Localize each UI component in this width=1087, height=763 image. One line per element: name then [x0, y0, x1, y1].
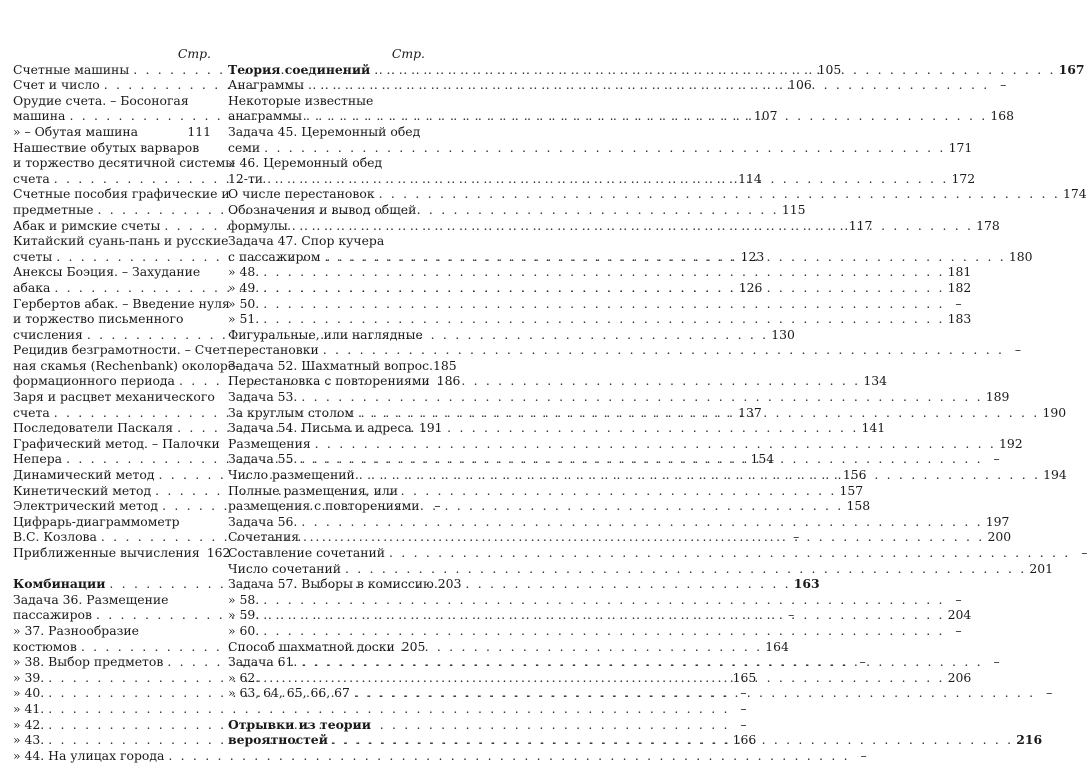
toc-entry-title: » 40. — [13, 685, 45, 701]
toc-section-heading — [228, 717, 425, 733]
leader-dots — [301, 654, 982, 670]
toc-entry-title: Задача 47. Спор кучера — [228, 233, 385, 249]
toc-entry — [228, 155, 425, 171]
toc-entry-page: – — [793, 529, 800, 545]
toc-entry-page: – — [740, 716, 747, 732]
toc-entry-page: 115 — [781, 201, 806, 217]
page-column-header-label: Стр. — [177, 46, 211, 61]
leader-dots — [389, 545, 1070, 561]
toc-entry-page: 178 — [976, 217, 1000, 233]
toc-entry — [228, 639, 425, 655]
toc-entry — [13, 93, 211, 109]
toc-entry-page: 114 — [738, 170, 762, 186]
toc-entry — [13, 342, 231, 358]
toc-entry-title: » 59. — [228, 607, 260, 623]
leader-dots — [354, 685, 1035, 701]
toc-entry-title: перестановки — [228, 342, 319, 358]
leader-dots — [359, 467, 1040, 483]
page-column-header — [228, 46, 425, 62]
leader-dots — [263, 623, 944, 639]
leader-dots — [263, 592, 944, 608]
toc-entry-title: Число сочетаний — [228, 560, 341, 576]
toc-entry-title: формулы — [228, 217, 288, 233]
toc-entry-title: костюмов — [13, 638, 77, 654]
leader-dots — [263, 311, 944, 327]
toc-entry-title: Орудие счета. – Босоногая — [13, 92, 189, 108]
leader-dots — [263, 670, 944, 686]
toc-entry-title: Отрывки из теории — [228, 716, 371, 732]
toc-entry — [13, 700, 747, 717]
toc-entry — [13, 264, 211, 280]
toc-entry-title: » 62. — [228, 669, 260, 685]
toc-entry — [13, 435, 220, 452]
toc-entry — [228, 498, 441, 514]
toc-entry-title: Приближенные вычисления — [13, 545, 200, 560]
toc-entry-page: 165 — [732, 669, 757, 685]
toc-entry — [228, 622, 962, 639]
toc-entry-title: » 58. — [228, 591, 260, 607]
toc-entry-title: Задача 57. Выборы в комиссию. — [228, 576, 438, 592]
leader-dots — [301, 389, 982, 405]
toc-entry-title: Абак и римские счеты — [13, 217, 161, 233]
toc-entry-title: Комбинации — [13, 576, 106, 592]
toc-entry-title: анаграммы — [228, 108, 302, 124]
toc-entry-title: Составление сочетаний — [228, 545, 386, 560]
toc-entry-title: » 51. — [228, 311, 260, 327]
leader-dots — [267, 171, 948, 187]
toc-entry-page: 172 — [951, 170, 976, 186]
leader-dots — [263, 280, 944, 296]
toc-entry — [228, 435, 1023, 452]
toc-entry-title: абака — [13, 279, 51, 295]
leader-dots — [264, 140, 945, 156]
leader-dots — [315, 436, 996, 452]
toc-entry-title: О числе перестановок — [228, 186, 375, 202]
toc-entry-page: 205 — [401, 638, 426, 654]
toc-entry — [228, 264, 972, 280]
toc-entry-page: – — [993, 451, 1000, 467]
leader-dots — [87, 327, 768, 343]
toc-entry-page: 197 — [985, 513, 1010, 529]
toc-entry-title: Задача 61. — [228, 654, 298, 670]
toc-entry — [13, 295, 230, 312]
toc-entry-page: 206 — [947, 669, 972, 685]
toc-entry-page: – — [740, 700, 747, 716]
toc-entry-page: 216 — [1016, 732, 1043, 748]
leader-dots — [374, 62, 1055, 78]
toc-entry-title: За круглым столом — [228, 404, 355, 420]
toc-entry-page: 164 — [765, 638, 789, 654]
toc-entry-title: » 50. — [228, 295, 260, 311]
toc-entry-title: Задача 55. — [228, 451, 298, 467]
toc-entry-title: размещения с повторениями — [228, 498, 420, 514]
toc-entry — [13, 747, 867, 763]
toc-entry-page: 180 — [1008, 248, 1033, 264]
toc-entry-page: 157 — [839, 482, 864, 498]
toc-entry-title: счисления — [13, 326, 83, 342]
toc-entry-page: – — [434, 498, 441, 514]
toc-entry — [13, 186, 230, 202]
toc-entry-title: » 44. На улицах города — [13, 747, 165, 763]
toc-entry-title: Счет и число — [13, 77, 100, 93]
toc-entry — [13, 357, 240, 374]
toc-entry — [228, 513, 1010, 530]
toc-entry-title: Последователи Паскаля — [13, 420, 174, 436]
toc-entry-page: 181 — [947, 264, 972, 280]
toc-entry — [228, 373, 461, 389]
leader-dots — [263, 607, 944, 623]
toc-entry — [228, 342, 1022, 358]
toc-entry-title: Задача 56. — [228, 513, 298, 529]
toc-entry-title: Число размещений — [228, 467, 355, 483]
toc-entry — [228, 483, 425, 499]
toc-entry-title: Счетные пособия графические и — [13, 186, 230, 202]
leader-dots — [323, 342, 1004, 358]
toc-entry-title: Задача 54. Письма и адреса — [228, 420, 412, 436]
toc-entry-title: семи — [228, 139, 261, 155]
toc-entry-title: Анексы Боэция. – Захудание — [13, 264, 201, 280]
toc-entry-page: 168 — [990, 108, 1015, 124]
toc-entry-page: 126 — [738, 279, 763, 295]
toc-entry-page: 154 — [750, 451, 775, 467]
toc-entry-page: 190 — [1042, 404, 1067, 420]
toc-entry-page: 166 — [732, 732, 757, 748]
toc-entry-title: Задача 52. Шахматный вопрос. — [228, 357, 433, 373]
toc-entry-title: Фигуральные, или наглядные — [228, 326, 423, 342]
toc-entry-title: » 38. Выбор предметов — [13, 654, 164, 670]
leader-dots — [358, 405, 1039, 421]
toc-entry — [228, 357, 457, 374]
toc-entry-page: 105 — [817, 61, 842, 77]
toc-entry-title: Обозначения и вывод общей — [228, 201, 417, 217]
toc-entry-page: – — [955, 622, 962, 638]
toc-entry-title: Графический метод. – Палочки — [13, 435, 220, 451]
toc-entry-title: » 46. Церемонный обед — [228, 155, 383, 171]
toc-entry-title: Непера — [13, 451, 63, 467]
toc-entry-title: ная скамья (Rechenbank) околоре- — [13, 357, 240, 373]
toc-entry — [228, 389, 1010, 405]
toc-entry — [228, 654, 1000, 670]
toc-entry-page: 111 — [187, 123, 211, 139]
toc-entry — [228, 186, 1087, 202]
toc-entry-page: 182 — [947, 279, 972, 295]
leader-dots — [301, 514, 982, 530]
toc-entry — [228, 327, 425, 343]
toc-entry-title: Кинетический метод — [13, 482, 152, 498]
page-column-header — [13, 46, 211, 62]
toc-entry-page: – — [1081, 545, 1087, 560]
toc-entry-title: 12-ти — [228, 170, 264, 186]
toc-entry — [228, 685, 1053, 701]
leader-dots — [303, 529, 984, 545]
toc-entry-title: Динамический метод — [13, 467, 155, 483]
leader-dots — [301, 451, 982, 467]
toc-entry-page: 156 — [842, 467, 867, 483]
toc-entry-page: 186 — [436, 373, 461, 389]
toc-entry-title: Теория соединений — [228, 61, 371, 77]
toc-entry — [13, 155, 236, 171]
toc-entry-title: » 37. Разнообразие — [13, 622, 139, 638]
toc-entry-title: предметные — [13, 201, 94, 217]
toc-entry — [13, 623, 211, 639]
toc-entry-title: и торжество десятичной системы — [13, 155, 236, 171]
toc-entry-title: » – Обутая машина — [13, 123, 139, 139]
toc-entry-title: » 43. — [13, 732, 45, 748]
toc-entry-page: 200 — [987, 529, 1012, 545]
toc-entry-page: 167 — [1058, 61, 1085, 77]
toc-entry-page: 183 — [947, 311, 972, 327]
toc-entry — [228, 420, 443, 436]
toc-entry-title: с пассажиром — [228, 248, 321, 264]
toc-entry-title: » 41. — [13, 700, 45, 716]
toc-entry-title: счета — [13, 170, 50, 186]
toc-entry-page: 158 — [846, 498, 871, 514]
toc-entry — [228, 202, 425, 218]
toc-entry-title: Гербертов абак. – Введение нуля — [13, 295, 230, 311]
toc-entry — [228, 93, 425, 109]
toc-entry-title: счета — [13, 404, 50, 420]
toc-entry-title: Перестановка с повторениями — [228, 373, 430, 389]
toc-entry-page: 191 — [418, 420, 443, 436]
toc-entry-page: – — [955, 295, 962, 311]
leader-dots — [168, 748, 849, 763]
toc-entry — [13, 124, 211, 140]
toc-entry-page: – — [955, 591, 962, 607]
toc-entry-page: – — [859, 654, 866, 670]
toc-entry-title: пассажиров — [13, 607, 92, 623]
toc-entry — [228, 529, 1012, 545]
toc-entry-title: и торжество письменного — [13, 311, 184, 327]
toc-entry — [13, 233, 229, 249]
toc-entry-title: счеты — [13, 248, 53, 264]
toc-entry-page: 194 — [1043, 467, 1067, 483]
toc-entry-page: 123 — [740, 248, 765, 264]
toc-entry-page: 189 — [985, 389, 1010, 405]
toc-entry — [228, 295, 962, 312]
toc-entry-page: 204 — [947, 607, 972, 623]
toc-entry — [13, 140, 211, 156]
toc-entry-title: Сочетания — [228, 529, 300, 545]
toc-entry-page: 163 — [793, 576, 820, 592]
toc-entry — [228, 124, 425, 140]
leader-dots — [379, 186, 1060, 202]
leader-dots — [263, 296, 944, 312]
toc-entry-title: » 60. — [228, 622, 260, 638]
toc-entry-title: Анаграммы — [228, 77, 304, 93]
toc-entry-title: машина — [13, 108, 66, 124]
toc-entry-page: – — [1014, 342, 1022, 358]
leader-dots — [97, 202, 778, 218]
toc-entry-title: Задача 36. Размещение — [13, 591, 169, 607]
toc-entry-title: В.С. Козлова — [13, 529, 97, 545]
toc-entry — [13, 592, 211, 608]
toc-entry-page: 162 — [206, 545, 231, 560]
toc-entry-title: Китайский суань-пань и русские — [13, 233, 229, 249]
toc-entry-title: Рецидив безграмотности. – Счет- — [13, 342, 231, 358]
toc-entry-page: 141 — [861, 420, 886, 436]
toc-entry — [228, 576, 462, 592]
toc-entry-page: 130 — [771, 326, 795, 342]
toc-entry — [228, 560, 1054, 577]
toc-entry — [13, 545, 231, 561]
toc-entry-page: – — [993, 654, 1000, 670]
toc-entry-page: 174 — [1062, 186, 1087, 202]
toc-entry — [228, 545, 1087, 561]
leader-dots — [324, 249, 1005, 265]
toc-entry — [228, 139, 973, 156]
toc-entry-title: Нашествие обутых варваров — [13, 139, 200, 155]
toc-entry-title: » 63, 64, 65, 66, 67 — [228, 685, 350, 701]
toc-entry-title: Задача 45. Церемонный обед — [228, 123, 421, 139]
toc-entry — [228, 607, 972, 623]
toc-entry-title: Счетные машины — [13, 61, 130, 77]
toc-entry-title: формационного периода — [13, 373, 175, 389]
section-gap — [13, 561, 211, 577]
leader-dots — [332, 732, 1013, 748]
toc-entry-page: – — [1000, 77, 1007, 93]
toc-entry-title: Некоторые известные — [228, 92, 374, 108]
toc-entry-page: 134 — [863, 373, 887, 389]
toc-entry — [228, 591, 962, 608]
toc-entry-title: » 48. — [228, 264, 260, 280]
toc-entry-title: Задача 53. — [228, 389, 298, 405]
toc-entry-page: 192 — [999, 435, 1023, 451]
toc-entry-title: » 42. — [13, 716, 45, 732]
toc-entry-title: Заря и расцвет механического — [13, 389, 215, 405]
toc-entry-page: 107 — [753, 108, 778, 124]
leader-dots — [308, 77, 989, 93]
toc-entry-page: 203 — [437, 576, 462, 592]
leader-dots — [263, 264, 944, 280]
toc-entry-page: – — [1046, 685, 1053, 701]
toc-entry-page: 171 — [948, 139, 973, 155]
toc-entry — [13, 514, 211, 530]
toc-entry-page: – — [860, 747, 867, 763]
toc-entry-title: вероятностей — [228, 732, 328, 748]
toc-entry — [13, 311, 211, 327]
toc-entry-page: – — [740, 685, 747, 701]
leader-dots — [345, 561, 1026, 577]
toc-entry — [13, 389, 215, 405]
toc-entry-page: – — [788, 607, 795, 623]
toc-entry-title: Полные размещения, или — [228, 482, 399, 498]
toc-entry-title: » 39. — [13, 669, 45, 685]
toc-entry-title: » 49. — [228, 279, 260, 295]
toc-entry-page: 185 — [432, 357, 457, 373]
toc-entry-title: Цифрарь-диаграммометр — [13, 513, 180, 529]
toc-entry — [228, 311, 972, 327]
section-gap — [228, 701, 425, 717]
toc-entry-page: 117 — [848, 217, 873, 233]
toc-entry-page: 106 — [788, 77, 812, 93]
toc-entry-page: 201 — [1029, 560, 1054, 576]
toc-entry-page: 137 — [738, 404, 762, 420]
toc-entry-title: Электрический метод — [13, 498, 159, 514]
toc-entry-title: Способ шахматной доски — [228, 638, 395, 654]
toc-entry-title: Размещения — [228, 435, 311, 451]
toc-entry — [228, 233, 425, 249]
page-column-header-label: Стр. — [391, 46, 425, 61]
leader-dots — [292, 218, 973, 234]
leader-dots — [306, 108, 987, 124]
